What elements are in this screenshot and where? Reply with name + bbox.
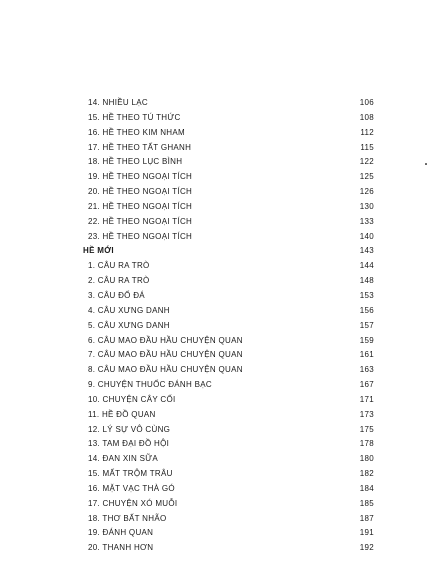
toc-entry-page-number: 144 <box>359 261 374 271</box>
toc-entry-title: 1. CÂU RA TRÒ <box>88 261 150 271</box>
toc-entry-page-number: 163 <box>359 365 374 375</box>
toc-entry <box>0 423 441 438</box>
toc-entry <box>0 230 441 245</box>
toc-entry-page-number: 106 <box>359 98 374 107</box>
toc-entry-title: 22. HỀ THEO NGOẠI TÍCH <box>88 216 193 226</box>
toc-entry <box>0 141 441 156</box>
toc-entry-page-number: 180 <box>359 454 374 464</box>
toc-entry-title: 6. CÂU MAO ĐẦU HẦU CHUYỆN QUAN <box>88 335 243 345</box>
toc-entry <box>0 363 441 378</box>
toc-entry <box>0 348 441 363</box>
toc-entry-title: 16. MẶT VẠC THÀ GÓ <box>88 483 175 493</box>
toc-entry-title: 20. THANH HƠN <box>88 543 154 553</box>
toc-entry-page-number: 112 <box>360 127 374 137</box>
toc-entry <box>0 111 441 126</box>
toc-entry <box>0 482 441 497</box>
toc-entry-page-number: 167 <box>359 380 374 390</box>
toc-entry-page-number: 148 <box>359 276 374 286</box>
toc-entry-title: 23. HỀ THEO NGOẠI TÍCH <box>88 231 193 241</box>
toc-section-heading <box>0 244 441 259</box>
toc-entry-page-number: 156 <box>359 305 374 315</box>
toc-entry-page-number: 153 <box>359 290 374 300</box>
toc-entry-title: 4. CÂU XƯNG DANH <box>88 305 170 315</box>
toc-entry-title: 9. CHUYỆN THUỐC ĐÁNH BẠC <box>88 380 212 390</box>
toc-entry <box>0 304 441 319</box>
toc-entry-title: 17. HỀ THEO TẤT GHANH <box>88 142 192 152</box>
toc-entry-page-number: 122 <box>359 157 374 167</box>
toc-entry-page-number: 115 <box>360 142 374 152</box>
toc-entry-page-number: 126 <box>359 187 374 197</box>
toc-entry <box>0 393 441 408</box>
toc-entry-title: 14. ĐAN XIN SỮA <box>88 454 159 464</box>
toc-entry <box>0 170 441 185</box>
toc-entry-page-number: 171 <box>359 394 374 404</box>
toc-entry-page-number: 161 <box>359 350 374 360</box>
toc-entry-title: 17. CHUYỆN XÓ MUỖI <box>88 498 178 508</box>
toc-entry-title: 10. CHUYỆN CÂY CỐI <box>88 394 176 404</box>
toc-entry-page-number: 130 <box>359 201 374 211</box>
toc-entry <box>0 437 441 452</box>
toc-entry-title: 3. CÂU ĐỐ ĐÁ <box>88 290 145 300</box>
toc-entry-title: 15. HỀ THEO TÚ THỨC <box>88 112 181 122</box>
toc-entry-title: 7. CÂU MAO ĐẦU HẦU CHUYỆN QUAN <box>88 350 243 360</box>
toc-entry <box>0 289 441 304</box>
toc-entry-title: 8. CÂU MAO ĐẦU HẦU CHUYỆN QUAN <box>88 365 243 375</box>
toc-entry-title: 11. HỀ ĐỒ QUAN <box>88 409 156 419</box>
toc-entry-page-number: 182 <box>359 469 374 479</box>
toc-entry <box>0 452 441 467</box>
toc-entry-page-number: 184 <box>359 483 374 493</box>
toc-entry-title: 19. ĐÁNH QUAN <box>88 528 154 538</box>
toc-entry-title: 19. HỀ THEO NGOẠI TÍCH <box>88 172 193 182</box>
toc-entry-page-number: 178 <box>359 439 374 449</box>
toc-entry <box>0 215 441 230</box>
toc-entry-page-number: 140 <box>359 231 374 241</box>
toc-entry-title: 5. CÂU XƯNG DANH <box>88 320 170 330</box>
toc-entry <box>0 200 441 215</box>
toc-entry <box>0 274 441 289</box>
toc-entry-page-number: 175 <box>359 424 374 434</box>
toc-entry-page-number: 185 <box>359 498 374 508</box>
toc-entry-page-number: 187 <box>359 513 374 523</box>
toc-entry-title: 21. HỀ THEO NGOẠI TÍCH <box>88 201 193 211</box>
toc-entry <box>0 319 441 334</box>
toc-entry-title: 20. HỀ THEO NGOẠI TÍCH <box>88 187 193 197</box>
toc-entry <box>0 378 441 393</box>
toc-entry <box>0 334 441 349</box>
toc-entry-page-number: 159 <box>359 335 374 345</box>
toc-entry-page-number: 108 <box>359 112 374 122</box>
toc-entry <box>0 155 441 170</box>
scan-speck <box>425 163 427 165</box>
toc-entry-title: 18. THƠ BẤT NHÃO <box>88 513 167 523</box>
toc-entry-page-number: 133 <box>359 216 374 226</box>
toc-entry <box>0 497 441 512</box>
toc-entry <box>0 512 441 527</box>
toc-entry <box>0 96 441 111</box>
toc-entry <box>0 467 441 482</box>
toc-entry-title: 14. NHIỀU LẠC <box>88 98 148 107</box>
toc-entry-title: 18. HỀ THEO LỤC BÌNH <box>88 157 183 167</box>
toc-entry-page-number: 143 <box>359 246 374 256</box>
toc-entry <box>0 541 441 556</box>
table-of-contents <box>0 96 441 556</box>
toc-entry <box>0 185 441 200</box>
toc-entry-title: 15. MẤT TRỘM TRÂU <box>88 469 173 479</box>
toc-entry <box>0 259 441 274</box>
toc-entry <box>0 126 441 141</box>
toc-entry <box>0 408 441 423</box>
toc-entry-title: HỀ MỚI <box>83 246 114 256</box>
toc-entry-title: 2. CÂU RA TRÒ <box>88 276 150 286</box>
toc-entry-page-number: 191 <box>359 528 374 538</box>
toc-entry-page-number: 192 <box>359 543 374 553</box>
toc-entry-page-number: 173 <box>359 409 374 419</box>
toc-entry-page-number: 125 <box>359 172 374 182</box>
toc-entry-page-number: 157 <box>359 320 374 330</box>
toc-entry <box>0 526 441 541</box>
toc-entry-title: 12. LÝ SỰ VÔ CÙNG <box>88 424 171 434</box>
toc-entry-title: 16. HỀ THEO KIM NHAM <box>88 127 185 137</box>
toc-entry-title: 13. TAM ĐẠI ĐỒ HỘI <box>88 439 170 449</box>
